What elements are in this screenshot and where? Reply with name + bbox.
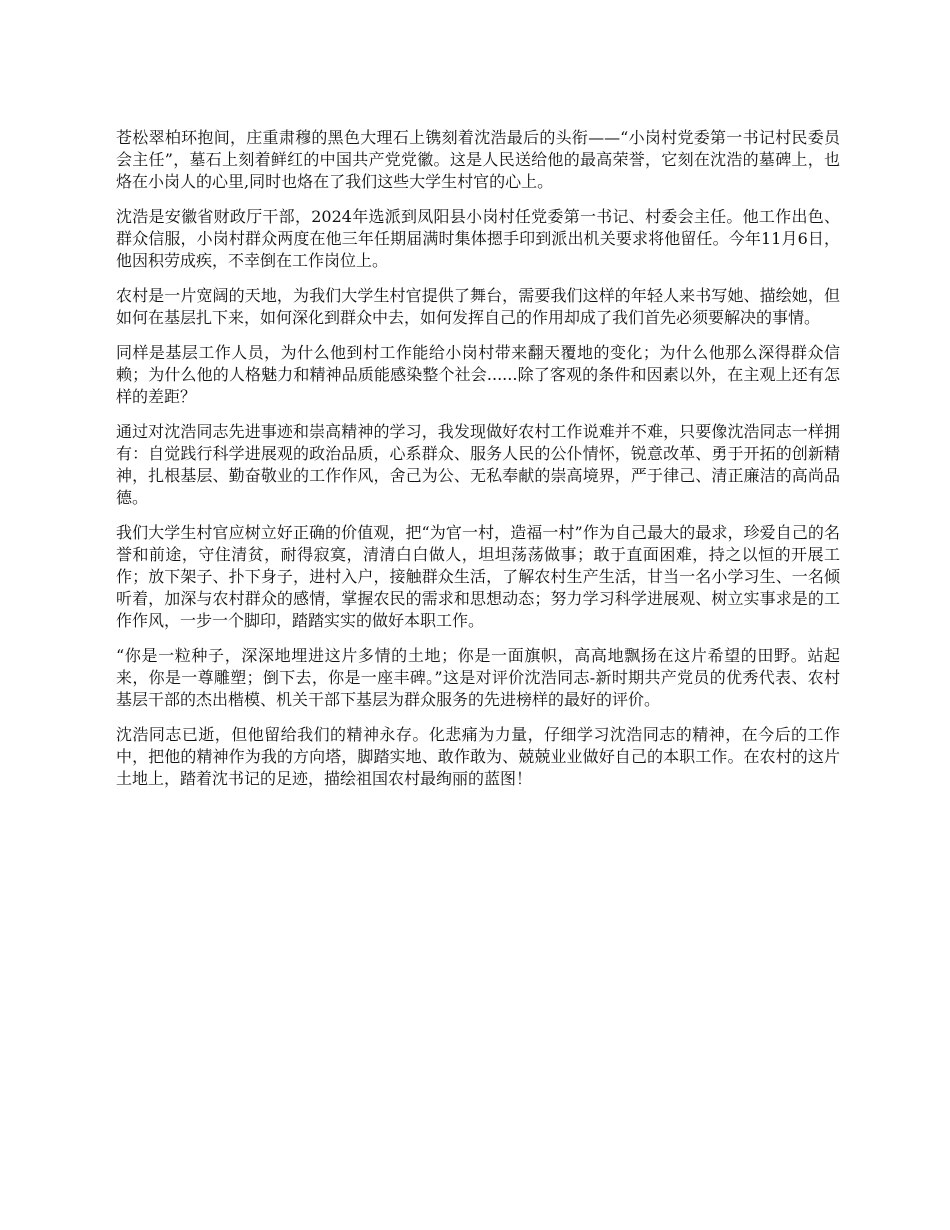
paragraph: 苍松翠柏环抱间，庄重肃穆的黑色大理石上镌刻着沈浩最后的头衔——“小岗村党委第一书记村民委员会主任”，墓石上刻着鲜红的中国共产党党徽。这是人民送给他的最高荣誉，它刻在沈浩的墓碑上，也烙在小岗人的心里,同时也烙在了我们这些大学生村官的心上。 — [116, 128, 840, 191]
paragraph: 沈浩同志已逝，但他留给我们的精神永存。化悲痛为力量，仔细学习沈浩同志的精神，在今后的工作中，把他的精神作为我的方向塔，脚踏实地、敢作敢为、兢兢业业做好自己的本职工作。在农村的这片土地上，踏着沈书记的足迹，描绘祖国农村最绚丽的蓝图！ — [116, 725, 840, 788]
document-body — [116, 127, 840, 803]
paragraph: 同样是基层工作人员，为什么他到村工作能给小岗村带来翻天覆地的变化；为什么他那么深得群众信赖；为什么他的人格魅力和精神品质能感染整个社会......除了客观的条件和因素以外，在主观上还有怎样的差距？ — [116, 343, 840, 406]
paragraph: “你是一粒种子，深深地埋进这片多情的土地；你是一面旗帜，高高地飘扬在这片希望的田野。站起来，你是一尊雕塑；倒下去，你是一座丰碑。”这是对评价沈浩同志-新时期共产党员的优秀代表、农村基层干部的杰出楷模、机关干部下基层为群众服务的先进榜样的最好的评价。 — [116, 646, 840, 709]
paragraph: 农村是一片宽阔的天地，为我们大学生村官提供了舞台，需要我们这样的年轻人来书写她、描绘她，但如何在基层扎下来，如何深化到群众中去，如何发挥自己的作用却成了我们首先必须要解决的事情。 — [116, 286, 840, 327]
paragraph: 通过对沈浩同志先进事迹和崇高精神的学习，我发现做好农村工作说难并不难，只要像沈浩同志一样拥有：自觉践行科学进展观的政治品质，心系群众、服务人民的公仆情怀，锐意改革、勇于开拓的创新精神，扎根基层、勤奋敬业的工作作风，舍己为公、无私奉献的崇高境界，严于律己、清正廉洁的高尚品德。 — [116, 422, 840, 507]
paragraph: 沈浩是安徽省财政厅干部，2024年选派到凤阳县小岗村任党委第一书记、村委会主任。他工作出色、群众信服，小岗村群众两度在他三年任期届满时集体摁手印到派出机关要求将他留任。今年11月6日，他因积劳成疾，不幸倒在工作岗位上。 — [116, 207, 840, 270]
paragraph: 我们大学生村官应树立好正确的价值观，把“为官一村，造福一村”作为自己最大的最求，珍爱自己的名誉和前途，守住清贫，耐得寂寞，清清白白做人，坦坦荡荡做事；敢于直面困难，持之以恒的开展工作；放下架子、扑下身子，进村入户，接触群众生活，了解农村生产生活，甘当一名小学习生、一名倾听着，加深与农村群众的感情，掌握农民的需求和思想动态；努力学习科学进展观、树立实事求是的工作作风，一步一个脚印，踏踏实实的做好本职工作。 — [116, 523, 840, 630]
